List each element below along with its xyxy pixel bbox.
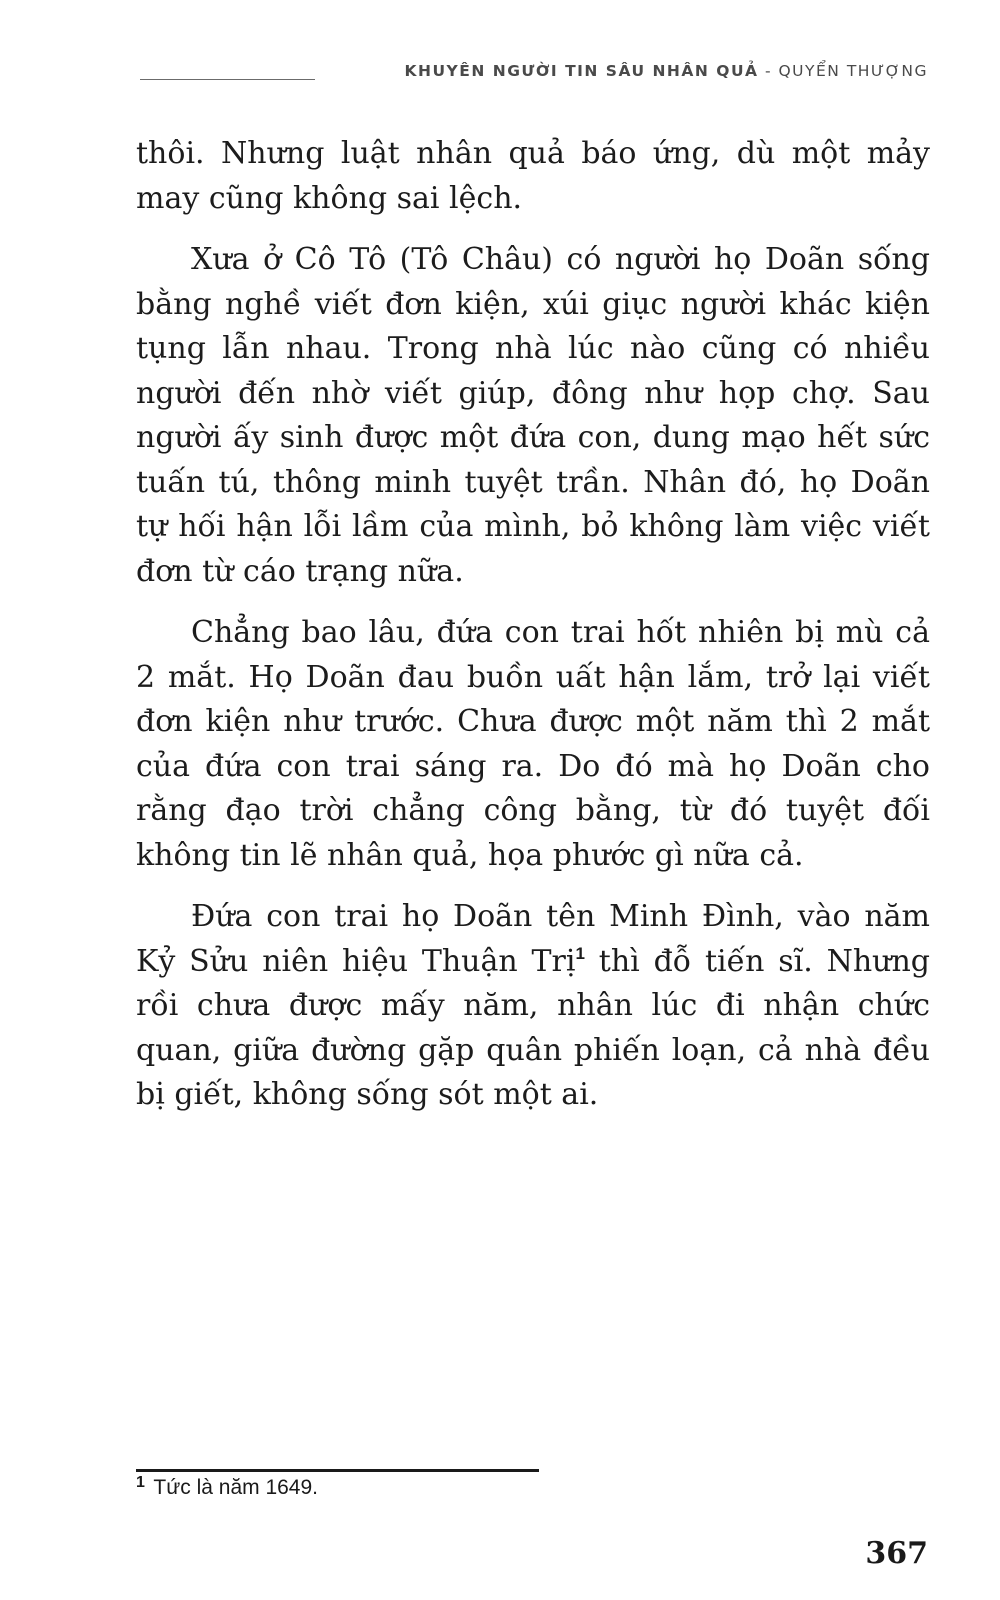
body-text [136, 132, 930, 1135]
header-subtitle: QUYỂN THƯỢNG [778, 62, 928, 80]
footnote-rule [136, 1469, 539, 1472]
paragraph-continuation: thôi. Nhưng luật nhân quả báo ứng, dù một mảy may cũng không sai lệch. [136, 136, 930, 216]
footnote-number: 1 [136, 1474, 145, 1491]
header-rule [140, 79, 315, 80]
paragraph-minh-dinh [136, 895, 930, 1118]
paragraph-doan-lawsuit: Xưa ở Cô Tô (Tô Châu) có người họ Doãn sống bằng nghề viết đơn kiện, xúi giục người khác kiện tụng lẫn nhau. Trong nhà lúc nào cũng có nhiều người đến nhờ viết giúp, đông như họp chợ. Sau người ấy sinh được một đứa con, dung mạo hết sức tuấn tú, thông minh tuyệt trần. Nhân đó, họ Doãn tự hối hận lỗi lầm của mình, bỏ không làm việc viết đơn từ cáo trạng nữa. [136, 242, 930, 589]
footnote [136, 1474, 318, 1500]
paragraph-son-blind: Chẳng bao lâu, đứa con trai hốt nhiên bị mù cả 2 mắt. Họ Doãn đau buồn uất hận lắm, trở lại viết đơn kiện như trước. Chưa được một năm thì 2 mắt của đứa con trai sáng ra. Do đó mà họ Doãn cho rằng đạo trời chẳng công bằng, từ đó tuyệt đối không tin lẽ nhân quả, họa phước gì nữa cả. [136, 615, 930, 873]
footnote-text: Tức là năm 1649. [147, 1476, 318, 1499]
page-number: 367 [865, 1536, 928, 1571]
header-text [404, 62, 928, 80]
paragraph-minh-dinh-text-before: Đứa con trai họ Doãn tên Minh Đình, vào năm Kỷ Sửu niên hiệu Thuận Trị [136, 899, 930, 979]
running-header [0, 60, 1000, 90]
header-separator: - [758, 62, 779, 80]
header-title: KHUYÊN NGƯỜI TIN SÂU NHÂN QUẢ [404, 62, 759, 80]
paragraph-minh-dinh-text-after: thì đỗ tiến sĩ. Nhưng rồi chưa được mấy năm, nhân lúc đi nhận chức quan, giữa đường gặp quân phiến loạn, cả nhà đều bị giết, không sống sót một ai. [136, 943, 930, 1112]
footnote-reference[interactable]: 1 [575, 943, 585, 963]
